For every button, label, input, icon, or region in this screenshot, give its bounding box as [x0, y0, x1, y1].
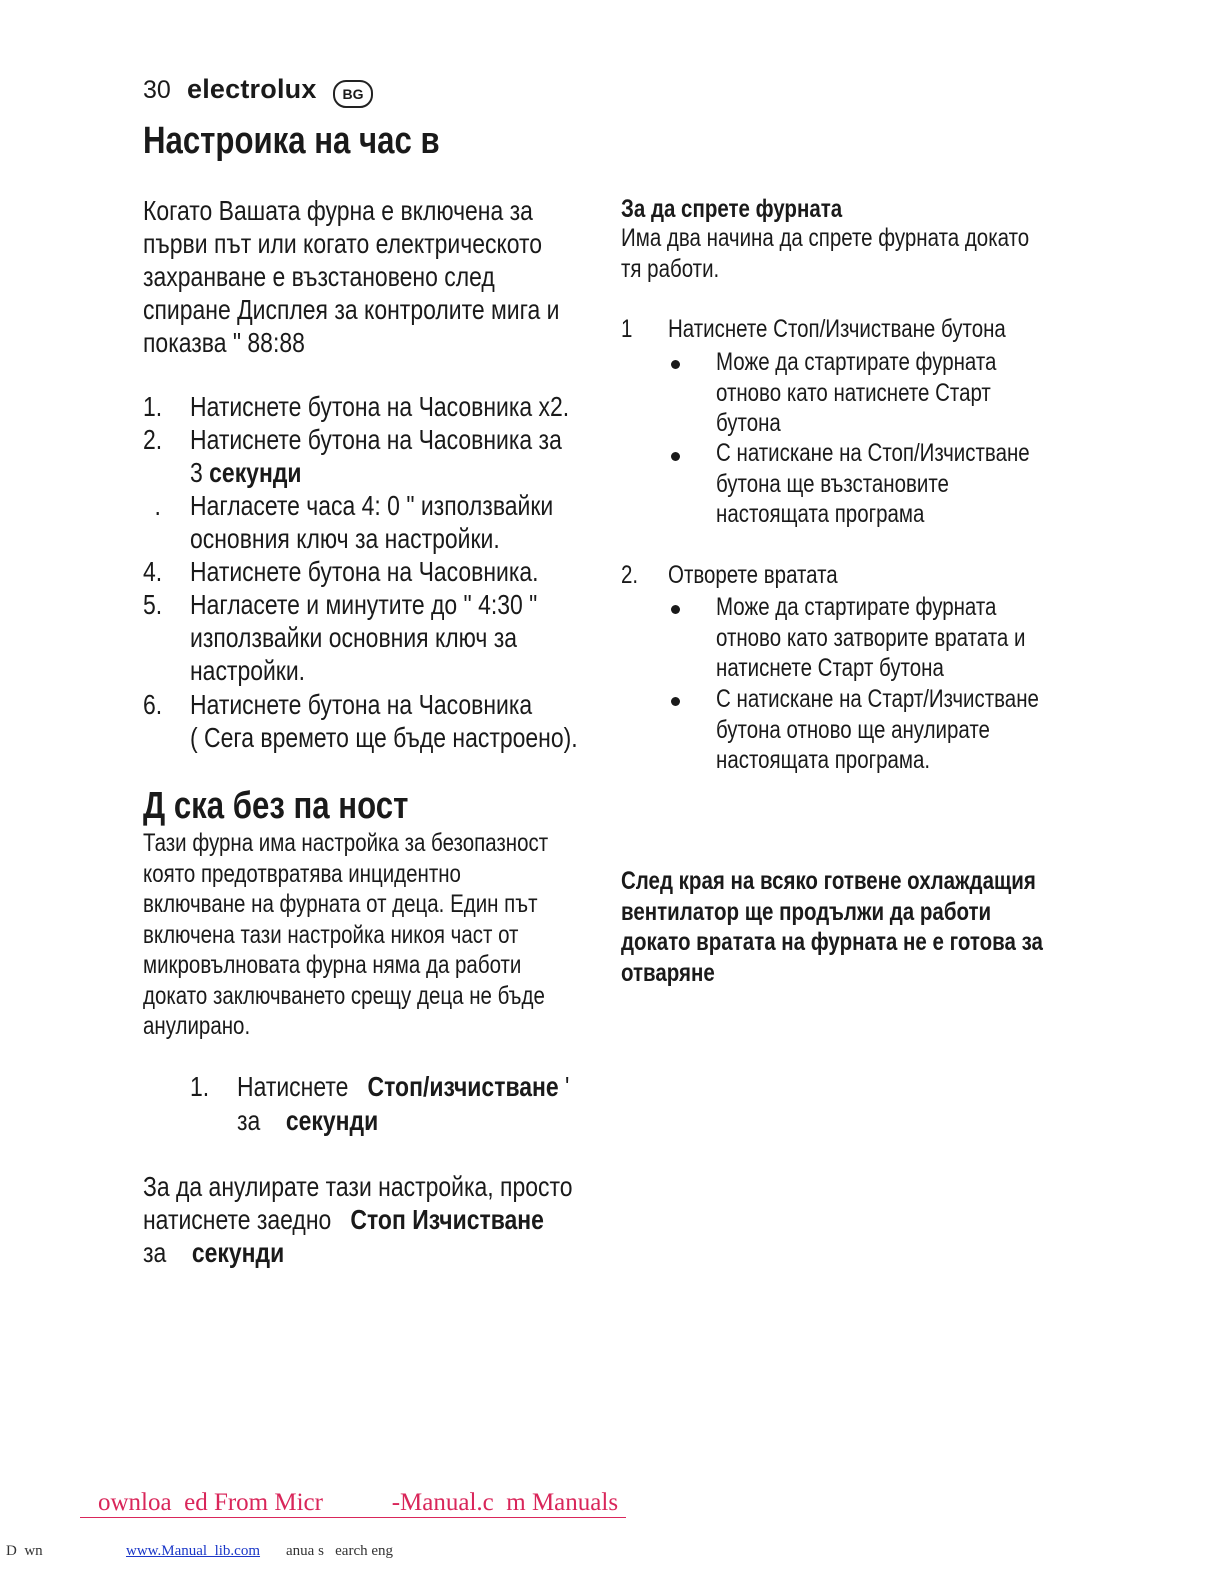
language-badge: BG [333, 80, 373, 108]
clock-steps [143, 390, 613, 754]
child-lock-step: 1. Натиснете Стоп/изчистване ' за секунди [190, 1071, 570, 1136]
list-item: 2. Натиснете бутона на Часовника за 3 секунди [143, 424, 562, 488]
child-lock-section-title: Д ска без па ност [143, 785, 409, 827]
list-item: Може да стартирате фурната отново като натиснете Старт бутона [716, 348, 997, 437]
bullet-icon [671, 697, 680, 706]
list-item: . Нагласете часа 4: 0 " използвайки основния ключ за настройки. [154, 490, 554, 554]
list-item: 4. Натиснете бутона на Часовника. [143, 556, 539, 587]
footer-url-link[interactable]: www.Manual lib.com [126, 1543, 261, 1559]
clock-intro: Когато Вашата фурна е включена за първи път или когато електрическото захранване е възстановено след спиране Дисплея за контролите мига и показва " 88:88 [143, 195, 560, 358]
list-item: 1. Натиснете бутона на Часовника x2. [143, 391, 570, 422]
fan-note: След края на всяко готвене охлаждащия вентилатор ще продължи да работи докато вратата на фурната не е готова за отваряне [621, 867, 1043, 987]
list-item: 6. Натиснете бутона на Часовника ( Сега времето ще бъде настроено). [143, 689, 578, 753]
bullet-icon [671, 452, 680, 461]
footer-right-text: anua s earch eng [286, 1543, 394, 1559]
brand-logo: electrolux [187, 74, 317, 104]
stop-item: 2. Отворете вратата Може да стартирате фурната отново като затворите вратата и натиснете Старт бутона С натискане на Старт/Изчистване бутона отново ще анулирате настоящата програма. [621, 560, 1081, 780]
stop-item: 1 Натиснете Стоп/Изчистване бутона Може да стартирате фурната отново като натиснете Старт бутона С натискане на Стоп/Изчистване бутона ще възстановите настоящата програма [621, 314, 1081, 534]
clock-section-title: Настроика на час в [143, 120, 440, 162]
list-item: С натискане на Стоп/Изчистване бутона ще възстановите настоящата програма [716, 439, 1030, 528]
stop-intro: Има два начина да спрете фурната докато тя работи. [621, 224, 1030, 283]
list-item: Може да стартирате фурната отново като затворите вратата и натиснете Старт бутона [716, 593, 1026, 682]
child-lock-body: Тази фурна има настройка за безопазност която предотвратява инцидентно включване на фурната от деца. Един път включена тази настройка никоя част от микровълновата фурна няма да работи докато заключването срещу деца не бъде анулирано. [143, 829, 549, 1040]
list-item: 5. Нагласете и минутите до " 4:30 " използвайки основния ключ за настройки. [143, 589, 538, 686]
page-number: 30 [143, 76, 171, 104]
footer-left-text: D wn [6, 1543, 43, 1559]
list-item: С натискане на Старт/Изчистване бутона отново ще анулирате настоящата програма. [716, 685, 1039, 774]
child-lock-cancel: За да анулирате тази настройка, просто натиснете заедно Стоп Изчистване за секунди [143, 1171, 573, 1268]
download-banner-link[interactable]: ownloa ed From Micr -Manual.c m Manuals [80, 1489, 626, 1518]
bullet-icon [671, 605, 680, 614]
bullet-icon [671, 360, 680, 369]
stop-section-title: За да спрете фурната [621, 195, 843, 223]
